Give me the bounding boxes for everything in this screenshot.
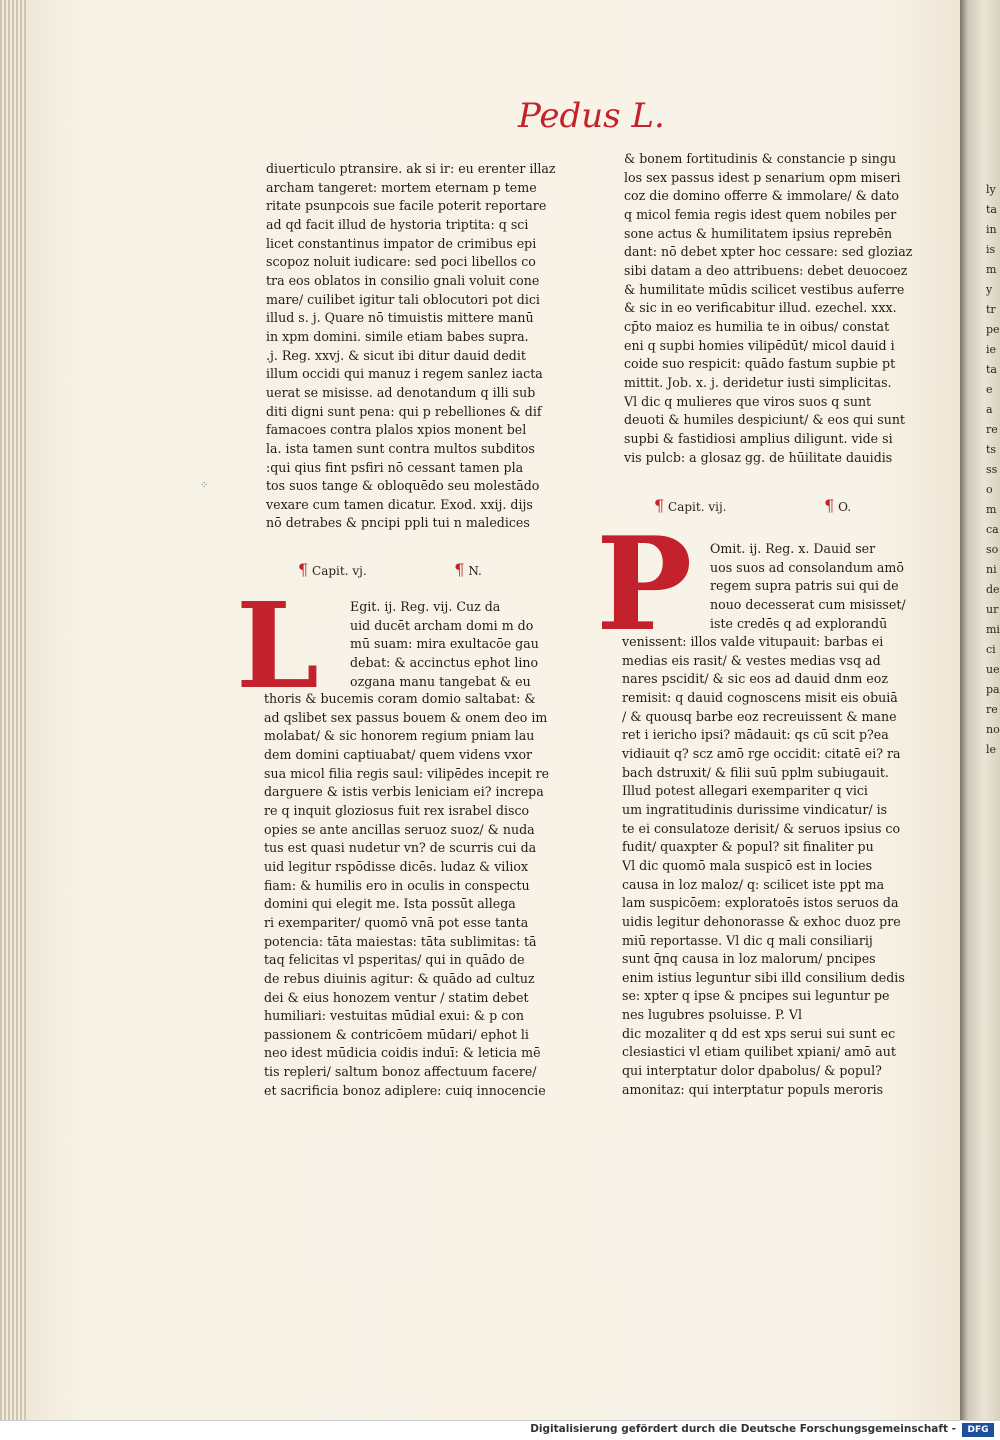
chapter-heading-left (298, 560, 482, 579)
text-line: qui interptatur dolor dpabolus/ & popul? (622, 1063, 882, 1079)
text-line: & bonem fortitudinis & constancie p singu (624, 151, 897, 166)
text-line: diuerticulo ptransire. ak si ir: eu erenter illaz (266, 161, 556, 176)
text-line: nō detrabes & pncipi ppli tui n maledices (266, 515, 530, 531)
chapter-label-left: Capit. vj. (312, 564, 367, 578)
text-line: cp̄to maioz es humilia te in oibus/ constat (624, 318, 890, 334)
text-line: ri exempariter/ quomō vnā pot esse tanta (264, 914, 529, 930)
text-line: um ingratitudinis durissime vindicatur/ is (622, 801, 888, 817)
text-line: sua micol filia regis saul: vilipēdes incepit re (264, 765, 550, 781)
text-line: mare/ cuilibet igitur tali oblocutori pot dici (266, 291, 540, 307)
text-line: nouo decesserat cum misisset/ (710, 596, 906, 612)
text-line: Illud potest allegari exempariter q vici (622, 783, 868, 799)
footer-credit: Digitalisierung gefördert durch die Deutsche Forschungsgemeinschaft - (530, 1423, 956, 1435)
text-line: vis pulcb: a glosaz gg. de hūilitate dauidis (624, 449, 893, 465)
chapter-mark-icon: ¶ (298, 560, 309, 579)
text-line: dant: nō debet xpter hoc cessare: sed gloziaz (624, 244, 913, 260)
text-line: Egit. ij. Reg. vij. Cuz da (350, 599, 501, 614)
text-line: nes lugubres psoluisse. P. Vl (622, 1007, 803, 1023)
text-line: illud s. j. Quare nō timuistis mittere manū (266, 310, 534, 326)
text-line: regem supra patris sui qui de (710, 578, 899, 594)
right-column-bottom (622, 633, 914, 1103)
footer-bar (0, 1420, 1000, 1440)
left-column-bottom (264, 690, 568, 1120)
text-line: uid legitur rspōdisse dicēs. ludaz & viliox (264, 858, 529, 874)
left-column-top (266, 160, 566, 540)
text-line: clesiastici vl etiam quilibet xpiani/ amō aut (622, 1044, 896, 1060)
text-line: ad qslibet sex passus bouem & onem deo im (264, 709, 548, 725)
text-line: Omit. ij. Reg. x. Dauid ser (710, 541, 876, 556)
text-line: eni q supbi homies vilipēdūt/ micol dauid i (624, 337, 895, 353)
left-column-indent (350, 598, 566, 690)
text-line: dic mozaliter q dd est xps serui sui sunt ec (622, 1025, 896, 1041)
text-line: taq felicitas vl psperitas/ qui in quādo de (264, 952, 525, 968)
text-line: thoris & bucemis coram domio saltabat: & (264, 691, 536, 706)
text-line: te ei consulatoze derisit/ & seruos ipsius co (622, 820, 901, 836)
text-line: sunt q̄nq causa in loz malorum/ pncipes (622, 951, 876, 967)
text-line: domini qui elegit me. Ista possūt allega (264, 896, 516, 912)
text-line: .j. Reg. xxvj. & sicut ibi ditur dauid dedit (266, 347, 526, 363)
text-line: vidiauit q? scz amō rge occidit: citatē ei? ra (622, 745, 901, 761)
text-line: Vl dic q mulieres que viros suos q sunt (624, 393, 872, 409)
text-line: et sacrificia bonoz adiplere: cuiq innocencie (264, 1082, 546, 1098)
text-line: ritate psunpcois sue facile poterit reportare (266, 198, 547, 214)
text-line: tra eos oblatos in consilio gnali voluit cone (266, 272, 540, 288)
text-line: causa in loz maloz/ q: scilicet iste ppt ma (622, 876, 885, 892)
text-line: ret i iericho ipsi? mādauit: qs cū scit p?ea (622, 727, 889, 743)
book-page-edges (0, 0, 27, 1420)
drop-cap-right: P (596, 510, 693, 660)
text-line: nares pscidit/ & sic eos ad dauid dnm eoz (622, 671, 888, 687)
text-line: enim istius leguntur sibi illd consilium dedis (622, 969, 905, 985)
text-line: uos suos ad consolandum amō (710, 559, 904, 575)
chapter-letter-mark-icon: ¶ (454, 560, 465, 579)
text-line: & humilitate mūdis scilicet vestibus auferre (624, 281, 905, 297)
chapter-letter-left: N. (468, 564, 482, 578)
text-line: :qui qius fint psfiri nō cessant tamen pla (266, 459, 524, 475)
text-line: re q inquit gloziosus fuit rex israbel disco (264, 802, 530, 818)
text-line: amonitaz: qui interptatur populs meroris (622, 1081, 884, 1097)
text-line: fudit/ quaxpter & popul? sit finaliter pu (622, 839, 874, 855)
text-line: supbi & fastidiosi amplius diligunt. vide si (624, 430, 893, 446)
text-line: opies se ante ancillas seruoz suoz/ & nuda (264, 821, 535, 837)
text-line: uidis legitur dehonorasse & exhoc duoz pre (622, 913, 901, 929)
text-line: archam tangeret: mortem eternam p teme (266, 179, 537, 195)
text-line: dem domini captiuabat/ quem videns vxor (264, 746, 533, 762)
chapter-letter-mark-icon: ¶ (824, 496, 835, 515)
text-line: se: xpter q ipse & pncipes sui leguntur pe (622, 988, 890, 1004)
text-line: licet constantinus impator de crimibus epi (266, 235, 537, 251)
text-line: illum occidi qui manuz i regem sanlez iacta (266, 366, 543, 382)
text-line: humiliari: vestuitas mūdial exui: & p con (264, 1008, 524, 1024)
text-line: sibi datam a deo attribuens: debet deuocoez (624, 262, 908, 278)
text-line: ad qd facit illud de hystoria triptita: q sci (266, 216, 529, 232)
text-line: medias eis rasit/ & vestes medias vsq ad (622, 652, 881, 668)
right-column-top (624, 150, 914, 490)
text-line: lam suspicōem: exploratoēs istos seruos da (622, 895, 899, 911)
chapter-mark-icon: ¶ (654, 496, 665, 515)
text-line: miū reportasse. Vl dic q mali consiliarij (622, 932, 873, 948)
text-line: Vl dic quomō mala suspicō est in locies (622, 857, 873, 873)
drop-cap-left: L (236, 576, 319, 715)
text-line: deuoti & humiles despiciunt/ & eos qui sunt (624, 412, 905, 428)
text-line: iste credēs q ad explorandū (710, 615, 888, 631)
text-line: darguere & istis verbis leniciam ei? increpa (264, 784, 544, 800)
text-line: molabat/ & sic honorem regium pniam lau (264, 728, 535, 744)
text-line: / & quousq barbe eoz recreuissent & mane (622, 708, 897, 724)
chapter-label-right: Capit. vij. (668, 500, 727, 514)
text-line: sone actus & humilitatem ipsius reprebēn (624, 225, 893, 241)
text-line: remisit: q dauid cognoscens misit eis obuiā (622, 689, 898, 705)
text-line: bach dstruxit/ & filii suū pplm subiugauit. (622, 764, 889, 780)
text-line: & sic in eo verificabitur illud. ezechel. xxx. (624, 300, 897, 316)
text-line: in xpm domini. simile etiam babes supra. (266, 328, 529, 344)
text-line: dei & eius honozem ventur / statim debet (264, 989, 529, 1005)
text-line: mū suam: mira exultacōe gau (350, 636, 539, 652)
text-line: neo idest mūdicia coidis induī: & leticia mē (264, 1045, 541, 1061)
facing-page-fragment: ly ta in is m y tr pe ie ta e a re ts ss o m ca so ni de ur mi ci ue pa re no le (986, 183, 1000, 756)
text-line: de rebus diuinis agitur: & quādo ad cultuz (264, 970, 535, 986)
text-line: q micol femia regis idest quem nobiles per (624, 206, 897, 222)
text-line: coide suo respicit: quādo fastum supbie pt (624, 356, 896, 372)
text-line: los sex passus idest p senarium opm miseri (624, 169, 901, 185)
text-line: famacoes contra plalos xpios monent bel (266, 422, 527, 438)
text-line: passionem & contricōem mūdari/ ephot li (264, 1026, 529, 1042)
chapter-letter-right: O. (838, 500, 852, 514)
dfg-logo: DFG (962, 1423, 994, 1437)
text-line: tis repleri/ saltum bonoz affectuum facere/ (264, 1064, 537, 1080)
text-line: tos suos tange & obloquēdo seu molestādo (266, 478, 540, 494)
binding-marks: ⁘ (200, 480, 209, 491)
text-line: uerat se misisse. ad denotandum q illi sub (266, 384, 536, 400)
text-line: coz die domino offerre & immolare/ & dato (624, 188, 899, 204)
text-line: debat: & accinctus ephot lino (350, 654, 539, 670)
text-line: la. ista tamen sunt contra multos subditos (266, 440, 535, 456)
text-line: diti digni sunt pena: qui p rebelliones & dif (266, 403, 542, 419)
text-line: mittit. Job. x. j. deridetur iusti simplicitas. (624, 374, 892, 390)
text-line: potencia: tāta maiestas: tāta sublimitas: tā (264, 933, 537, 949)
text-line: ozgana manu tangebat & eu (350, 673, 531, 689)
text-line: fiam: & humilis ero in oculis in conspectu (264, 877, 530, 893)
text-line: scopoz noluit iudicare: sed poci libellos co (266, 254, 536, 270)
running-head: Pedus L. (518, 96, 665, 136)
text-line: venissent: illos valde vitupauit: barbas ei (622, 634, 884, 649)
text-line: vexare cum tamen dicatur. Exod. xxij. dijs (266, 496, 533, 512)
text-line: tus est quasi nudetur vn? de scurris cui da (264, 840, 537, 856)
text-line: uid ducēt archam domi m do (350, 617, 534, 633)
right-column-indent (710, 540, 910, 632)
